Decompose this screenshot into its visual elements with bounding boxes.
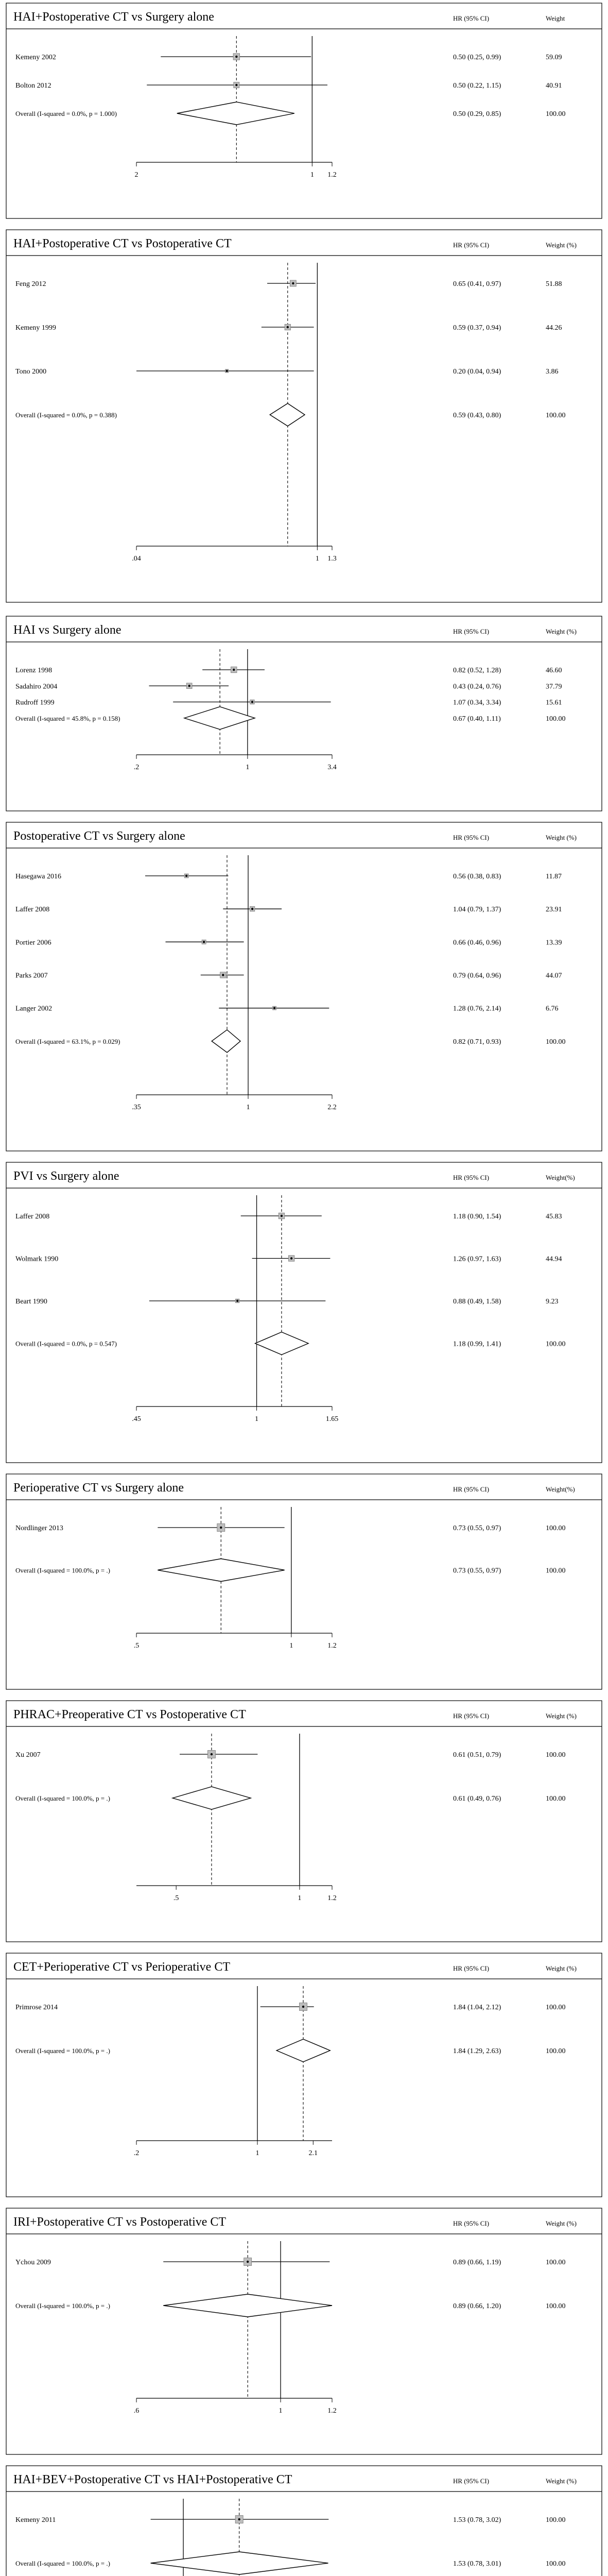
study-point [222, 974, 224, 976]
panel-frame [6, 1701, 602, 1942]
hr-column-header: HR (95% CI) [453, 1485, 490, 1493]
study-point [287, 326, 289, 328]
panel-frame [6, 2208, 602, 2454]
study-weight: 100.00 [546, 2004, 566, 2011]
overall-hr: 0.59 (0.43, 0.80) [453, 412, 501, 419]
hr-column-header: HR (95% CI) [453, 241, 490, 249]
study-name: Feng 2012 [15, 280, 46, 288]
overall-label: Overall (I-squared = 0.0%, p = 1.000) [15, 110, 117, 117]
x-tick-label: 2.1 [308, 2149, 318, 2157]
forest-panel [6, 1953, 602, 2197]
panel-frame [6, 822, 602, 1151]
overall-diamond [270, 403, 305, 426]
overall-hr: 1.18 (0.99, 1.41) [453, 1340, 501, 1348]
overall-hr: 0.89 (0.66, 1.20) [453, 2302, 501, 2310]
study-weight: 100.00 [546, 2259, 566, 2266]
overall-label: Overall (I-squared = 45.8%, p = 0.158) [15, 714, 120, 722]
panel-title: HAI+BEV+Postoperative CT vs HAI+Postoperative CT [13, 2473, 292, 2486]
study-point [273, 1007, 275, 1009]
study-hr: 0.73 (0.55, 0.97) [453, 1524, 501, 1532]
x-tick-label: 1.2 [327, 171, 337, 179]
study-hr: 1.26 (0.97, 1.63) [453, 1255, 501, 1263]
x-tick-label: .2 [133, 764, 140, 771]
forest-panel [6, 230, 602, 602]
study-point [238, 2518, 240, 2520]
weight-column-header: Weight (%) [546, 628, 577, 635]
forest-panel [6, 3, 602, 218]
x-tick-label: 1.3 [327, 555, 337, 563]
overall-diamond [177, 102, 294, 125]
x-tick-label: 1.2 [327, 1642, 337, 1650]
hr-column-header: HR (95% CI) [453, 1712, 490, 1720]
study-hr: 0.82 (0.52, 1.28) [453, 667, 501, 674]
overall-weight: 100.00 [546, 412, 566, 419]
study-point [236, 1300, 238, 1302]
overall-label: Overall (I-squared = 100.0%, p = .) [15, 1566, 110, 1574]
study-weight: 44.07 [546, 972, 562, 980]
study-name: Wolmark 1990 [15, 1255, 59, 1263]
study-weight: 100.00 [546, 1524, 566, 1532]
overall-label: Overall (I-squared = 0.0%, p = 0.547) [15, 1340, 117, 1348]
study-point [235, 84, 237, 86]
study-point [233, 669, 235, 671]
x-tick-label: .35 [132, 1104, 141, 1111]
x-tick-label: 2.2 [327, 1104, 337, 1111]
forest-panel [6, 1474, 602, 1689]
weight-column-header: Weight (%) [546, 2477, 577, 2485]
panel-title: Perioperative CT vs Surgery alone [13, 1481, 184, 1495]
study-point [251, 908, 253, 910]
forest-panel [6, 822, 602, 1151]
study-point [247, 2261, 249, 2263]
x-tick-label: 1 [255, 1415, 259, 1423]
study-name: Portier 2006 [15, 939, 51, 947]
overall-hr: 1.53 (0.78, 3.01) [453, 2560, 501, 2568]
x-tick-label: .45 [132, 1415, 141, 1423]
weight-column-header: Weight (%) [546, 1964, 577, 1972]
study-name: Kemeny 1999 [15, 324, 56, 332]
panel-title: PHRAC+Preoperative CT vs Postoperative CT [13, 1708, 246, 1721]
x-tick-label: 1.65 [325, 1415, 339, 1423]
study-hr: 1.07 (0.34, 3.34) [453, 699, 501, 707]
overall-weight: 100.00 [546, 2047, 566, 2055]
forest-panel [6, 616, 602, 811]
forest-panel [6, 1701, 602, 1942]
weight-column-header: Weight (%) [546, 241, 577, 249]
study-point [188, 685, 190, 687]
overall-weight: 100.00 [546, 1340, 566, 1348]
x-tick-label: .2 [133, 2149, 140, 2157]
overall-diamond [158, 1559, 284, 1582]
x-tick-label: 1 [246, 764, 250, 771]
study-name: Hasegawa 2016 [15, 873, 62, 880]
overall-weight: 100.00 [546, 1567, 566, 1575]
study-point [251, 701, 253, 703]
study-name: Lorenz 1998 [15, 667, 53, 674]
x-tick-label: .5 [133, 1642, 140, 1650]
study-name: Langer 2002 [15, 1005, 53, 1013]
x-tick-label: 3.4 [327, 764, 337, 771]
study-weight: 40.91 [546, 82, 562, 90]
study-name: Nordlinger 2013 [15, 1524, 63, 1532]
x-tick-label: .04 [132, 555, 141, 563]
study-weight: 51.88 [546, 280, 562, 288]
x-tick-label: 1 [310, 171, 314, 179]
study-hr: 0.50 (0.25, 0.99) [453, 54, 501, 61]
study-weight: 44.94 [546, 1255, 562, 1263]
study-name: Laffer 2008 [15, 906, 50, 914]
x-tick-label: 1 [246, 1104, 250, 1111]
study-point [292, 282, 294, 284]
study-hr: 0.61 (0.51, 0.79) [453, 1751, 501, 1759]
study-point [225, 370, 228, 372]
x-tick-label: 1 [298, 1894, 302, 1902]
overall-label: Overall (I-squared = 100.0%, p = .) [15, 1794, 110, 1802]
panel-title: CET+Perioperative CT vs Perioperative CT [13, 1960, 230, 1974]
overall-diamond [184, 707, 255, 730]
study-weight: 9.23 [546, 1298, 559, 1306]
x-tick-label: .6 [133, 2407, 140, 2415]
study-name: Kemeny 2002 [15, 54, 56, 61]
x-tick-label: 1 [315, 555, 319, 563]
overall-hr: 0.50 (0.29, 0.85) [453, 110, 501, 118]
study-hr: 0.50 (0.22, 1.15) [453, 82, 501, 90]
study-point [211, 1753, 213, 1755]
study-point [235, 56, 237, 58]
study-hr: 0.79 (0.64, 0.96) [453, 972, 501, 980]
study-weight: 15.61 [546, 699, 562, 707]
panel-frame [6, 616, 602, 811]
study-weight: 100.00 [546, 1751, 566, 1759]
study-point [220, 1527, 222, 1529]
study-hr: 0.66 (0.46, 0.96) [453, 939, 501, 947]
study-hr: 0.20 (0.04, 0.94) [453, 368, 501, 376]
hr-column-header: HR (95% CI) [453, 628, 490, 635]
study-hr: 0.65 (0.41, 0.97) [453, 280, 501, 288]
study-weight: 46.60 [546, 667, 562, 674]
x-tick-label: 1 [279, 2407, 283, 2415]
overall-weight: 100.00 [546, 1038, 566, 1046]
study-weight: 59.09 [546, 54, 562, 61]
study-weight: 23.91 [546, 906, 562, 914]
study-name: Tono 2000 [15, 368, 47, 376]
hr-column-header: HR (95% CI) [453, 1964, 490, 1972]
hr-column-header: HR (95% CI) [453, 834, 490, 841]
x-tick-label: .5 [173, 1894, 179, 1902]
x-tick-label: 1 [255, 2149, 259, 2157]
study-hr: 0.89 (0.66, 1.19) [453, 2259, 501, 2266]
study-weight: 100.00 [546, 2516, 566, 2524]
study-weight: 3.86 [546, 368, 559, 376]
study-hr: 1.53 (0.78, 3.02) [453, 2516, 501, 2524]
overall-diamond [255, 1332, 308, 1355]
hr-column-header: HR (95% CI) [453, 2219, 490, 2227]
study-name: Parks 2007 [15, 972, 48, 980]
study-name: Rudroff 1999 [15, 699, 55, 707]
study-hr: 0.56 (0.38, 0.83) [453, 873, 501, 880]
study-name: Kemeny 2011 [15, 2516, 56, 2524]
panel-frame [6, 1474, 602, 1689]
overall-diamond [276, 2039, 330, 2062]
overall-diamond [151, 2552, 328, 2574]
forest-panel [6, 2208, 602, 2454]
study-hr: 1.28 (0.76, 2.14) [453, 1005, 501, 1013]
x-tick-label: 2 [134, 171, 138, 179]
study-name: Bolton 2012 [15, 82, 51, 90]
study-name: Laffer 2008 [15, 1213, 50, 1221]
panel-title: Postoperative CT vs Surgery alone [13, 829, 185, 843]
study-point [203, 941, 205, 943]
forest-panel [6, 2466, 602, 2576]
overall-label: Overall (I-squared = 63.1%, p = 0.029) [15, 1037, 120, 1045]
study-hr: 1.18 (0.90, 1.54) [453, 1213, 501, 1221]
overall-label: Overall (I-squared = 0.0%, p = 0.388) [15, 411, 117, 419]
panel-title: IRI+Postoperative CT vs Postoperative CT [13, 2215, 227, 2229]
overall-diamond [172, 1787, 251, 1809]
x-tick-label: 1.2 [327, 1894, 337, 1902]
forest-panel [6, 1162, 602, 1463]
overall-hr: 0.67 (0.40, 1.11) [453, 715, 501, 723]
study-name: Beart 1990 [15, 1298, 47, 1306]
study-point [302, 2006, 304, 2008]
overall-label: Overall (I-squared = 100.0%, p = .) [15, 2560, 110, 2567]
study-hr: 0.88 (0.49, 1.58) [453, 1298, 501, 1306]
hr-column-header: HR (95% CI) [453, 2477, 490, 2485]
study-point [290, 1257, 292, 1259]
x-tick-label: 1 [289, 1642, 293, 1650]
overall-diamond [163, 2294, 332, 2317]
weight-column-header: Weight (%) [546, 2219, 577, 2227]
overall-weight: 100.00 [546, 2560, 566, 2568]
overall-hr: 0.82 (0.71, 0.93) [453, 1038, 501, 1046]
study-weight: 37.79 [546, 683, 562, 691]
study-weight: 45.83 [546, 1213, 562, 1221]
weight-column-header: Weight(%) [546, 1485, 575, 1493]
study-name: Sadahiro 2004 [15, 683, 58, 691]
overall-label: Overall (I-squared = 100.0%, p = .) [15, 2302, 110, 2310]
study-weight: 44.26 [546, 324, 562, 332]
weight-column-header: Weight (%) [546, 1712, 577, 1720]
study-weight: 11.87 [546, 873, 562, 880]
weight-column-header: Weight [546, 14, 565, 22]
overall-weight: 100.00 [546, 110, 566, 118]
panel-title: PVI vs Surgery alone [13, 1170, 119, 1183]
hr-column-header: HR (95% CI) [453, 14, 490, 22]
panel-frame [6, 1162, 602, 1463]
overall-hr: 1.84 (1.29, 2.63) [453, 2047, 501, 2055]
overall-hr: 0.61 (0.49, 0.76) [453, 1795, 501, 1803]
overall-weight: 100.00 [546, 715, 566, 723]
overall-diamond [212, 1030, 240, 1053]
overall-weight: 100.00 [546, 1795, 566, 1803]
study-point [185, 875, 187, 877]
study-hr: 0.59 (0.37, 0.94) [453, 324, 501, 332]
x-tick-label: 1.2 [327, 2407, 337, 2415]
study-name: Xu 2007 [15, 1751, 41, 1759]
study-hr: 0.43 (0.24, 0.76) [453, 683, 501, 691]
overall-hr: 0.73 (0.55, 0.97) [453, 1567, 501, 1575]
study-name: Primrose 2014 [15, 2004, 58, 2011]
overall-weight: 100.00 [546, 2302, 566, 2310]
study-hr: 1.04 (0.79, 1.37) [453, 906, 501, 914]
panel-frame [6, 1953, 602, 2197]
weight-column-header: Weight(%) [546, 1174, 575, 1181]
study-weight: 13.39 [546, 939, 562, 947]
panel-title: HAI vs Surgery alone [13, 623, 121, 637]
study-hr: 1.84 (1.04, 2.12) [453, 2004, 501, 2011]
panel-title: HAI+Postoperative CT vs Surgery alone [13, 10, 214, 24]
hr-column-header: HR (95% CI) [453, 1174, 490, 1181]
weight-column-header: Weight (%) [546, 834, 577, 841]
overall-label: Overall (I-squared = 100.0%, p = .) [15, 2047, 110, 2055]
panel-title: HAI+Postoperative CT vs Postoperative CT [13, 237, 232, 250]
study-weight: 6.76 [546, 1005, 559, 1013]
study-name: Ychou 2009 [15, 2259, 51, 2266]
study-point [281, 1215, 283, 1217]
